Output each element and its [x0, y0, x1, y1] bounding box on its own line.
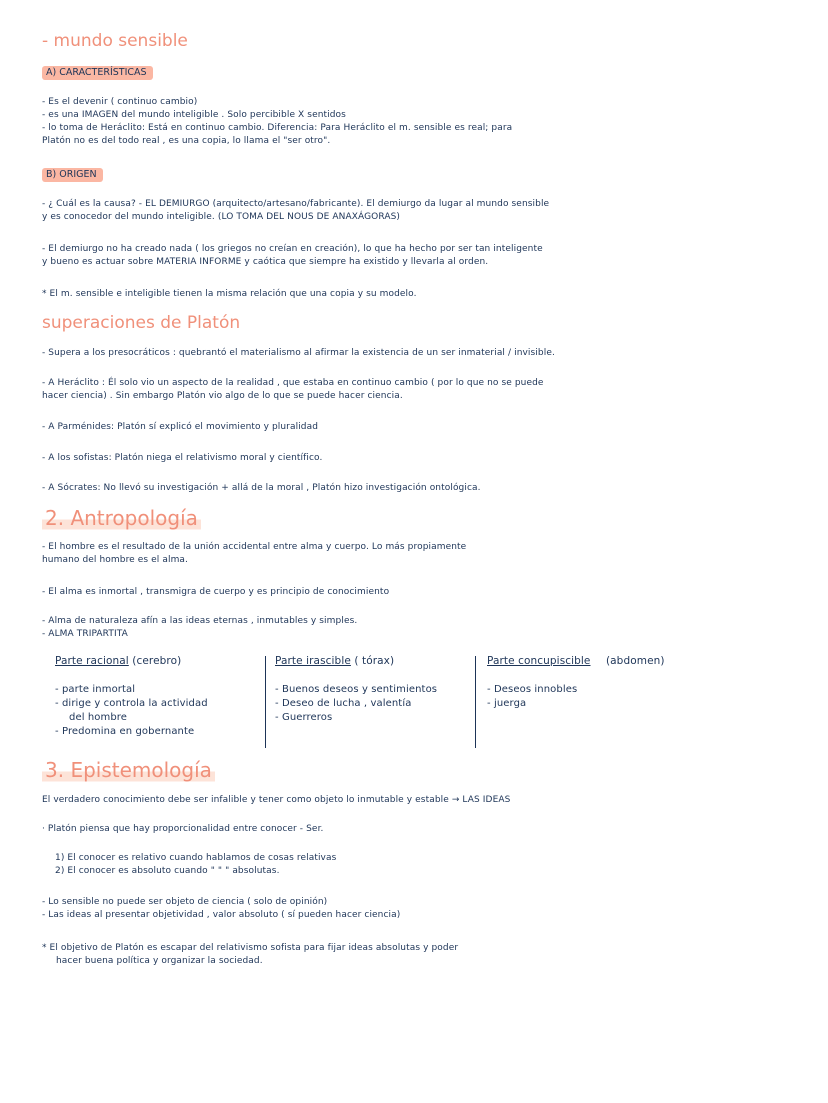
text-line: hacer ciencia) . Sin embargo Platón vio algo de lo que se puede hacer ciencia.: [42, 391, 403, 401]
text-line: - El demiurgo no ha creado nada ( los griegos no creían en creación), lo que ha hecho por ser tan inteligente: [42, 244, 543, 254]
parte-racional-column: [55, 654, 255, 748]
sup-presocraticos: - Supera a los presocráticos : quebrantó el materialismo al afirmar la existencia de un ser inmaterial / invisible.: [42, 348, 555, 358]
text-line: - Las ideas al presentar objetividad , valor absoluto ( sí pueden hacer ciencia): [42, 910, 401, 920]
text-line: Platón no es del todo real , es una copia, lo llama el "ser otro".: [42, 136, 331, 146]
antro-hombre-block: [42, 541, 772, 567]
parte-organ: (cerebro): [132, 655, 182, 667]
text-line: 2) El conocer es absoluto cuando " " " absolutas.: [55, 866, 280, 876]
column-divider: [475, 656, 476, 748]
origen-demiurgo-block: [42, 243, 772, 269]
text-line: * El objetivo de Platón es escapar del relativismo sofista para fijar ideas absolutas y poder: [42, 943, 459, 953]
text-line: 1) El conocer es relativo cuando hablamos de cosas relativas: [55, 853, 337, 863]
list-item: - Predomina en gobernante: [55, 726, 195, 737]
parte-name: Parte racional: [55, 655, 129, 667]
caracteristicas-block: [42, 96, 772, 148]
text-line: - A Heráclito : Él solo vio un aspecto de la realidad , que estaba en continuo cambio ( por lo que no se puede: [42, 378, 544, 388]
list-item: - dirige y controla la actividad: [55, 698, 208, 709]
text-line: humano del hombre es el alma.: [42, 555, 189, 565]
text-line: - ¿ Cuál es la causa? - EL DEMIURGO (arquitecto/artesano/fabricante). El demiurgo da lugar al mundo sensible: [42, 199, 550, 209]
parte-organ: (abdomen): [605, 655, 665, 667]
parte-organ: ( tórax): [354, 655, 395, 667]
column-header: [55, 654, 255, 669]
section-title-mundo-sensible: - mundo sensible: [42, 31, 188, 51]
origen-nota: * El m. sensible e inteligible tienen la misma relación que una copia y su modelo.: [42, 289, 417, 299]
list-item: - juerga: [487, 698, 527, 709]
section-title-antropologia: 2. Antropología: [42, 505, 201, 531]
epi-objetivo-block: [42, 942, 772, 968]
epi-platon: · Platón piensa que hay proporcionalidad entre conocer - Ser.: [42, 824, 324, 834]
epi-puntos-block: [55, 852, 785, 878]
section-title-epistemologia: 3. Epistemología: [42, 757, 215, 783]
list-item: - Guerreros: [275, 712, 333, 723]
text-line: - El hombre es el resultado de la unión accidental entre alma y cuerpo. Lo más propiamente: [42, 542, 467, 552]
antro-naturaleza-block: [42, 615, 772, 641]
antro-inmortal: - El alma es inmortal , transmigra de cuerpo y es principio de conocimiento: [42, 587, 390, 597]
epi-verdadero: El verdadero conocimiento debe ser infalible y tener como objeto lo inmutable y estable → LAS IDEAS: [42, 795, 511, 805]
text-line: - lo toma de Heráclito: Está en continuo cambio. Diferencia: Para Heráclito el m. sensible es real; para: [42, 123, 513, 133]
sup-heraclito-block: [42, 377, 772, 403]
column-header: [275, 654, 475, 669]
text-line: - Es el devenir ( continuo cambio): [42, 97, 198, 107]
text-line: - es una IMAGEN del mundo inteligible . Solo percibible X sentidos: [42, 110, 346, 120]
list-item: - Deseo de lucha , valentía: [275, 698, 412, 709]
text-line: - Alma de naturaleza afín a las ideas eternas , inmutables y simples.: [42, 616, 358, 626]
parte-irascible-column: [275, 654, 475, 748]
list-item: del hombre: [69, 712, 128, 723]
parte-name: Parte concupiscible: [487, 655, 591, 667]
column-divider: [265, 656, 266, 748]
epi-sensible-block: [42, 896, 772, 922]
alma-tripartita-table: [55, 654, 775, 748]
origen-causa-block: [42, 198, 772, 224]
text-line: - ALMA TRIPARTITA: [42, 629, 128, 639]
section-title-superaciones: superaciones de Platón: [42, 313, 241, 333]
highlight-caracteristicas: A) CARACTERÍSTICAS: [42, 66, 153, 80]
list-item: - parte inmortal: [55, 684, 136, 695]
text-line: - Lo sensible no puede ser objeto de ciencia ( solo de opinión): [42, 897, 328, 907]
sup-socrates: - A Sócrates: No llevó su investigación + allá de la moral , Platón hizo investigación ontológica.: [42, 483, 481, 493]
column-header: [487, 654, 775, 669]
parte-concupiscible-column: [487, 654, 775, 748]
sup-sofistas: - A los sofistas: Platón niega el relativismo moral y científico.: [42, 453, 323, 463]
sup-parmenides: - A Parménides: Platón sí explicó el movimiento y pluralidad: [42, 422, 319, 432]
text-line: y es conocedor del mundo inteligible. (LO TOMA DEL NOUS DE ANAXÁGORAS): [42, 212, 401, 222]
text-line: hacer buena política y organizar la sociedad.: [56, 956, 263, 966]
list-item: - Deseos innobles: [487, 684, 578, 695]
parte-name: Parte irascible: [275, 655, 351, 667]
highlight-origen: B) ORIGEN: [42, 168, 103, 182]
text-line: y bueno es actuar sobre MATERIA INFORME y caótica que siempre ha existido y llevarla al orden.: [42, 257, 489, 267]
list-item: - Buenos deseos y sentimientos: [275, 684, 438, 695]
